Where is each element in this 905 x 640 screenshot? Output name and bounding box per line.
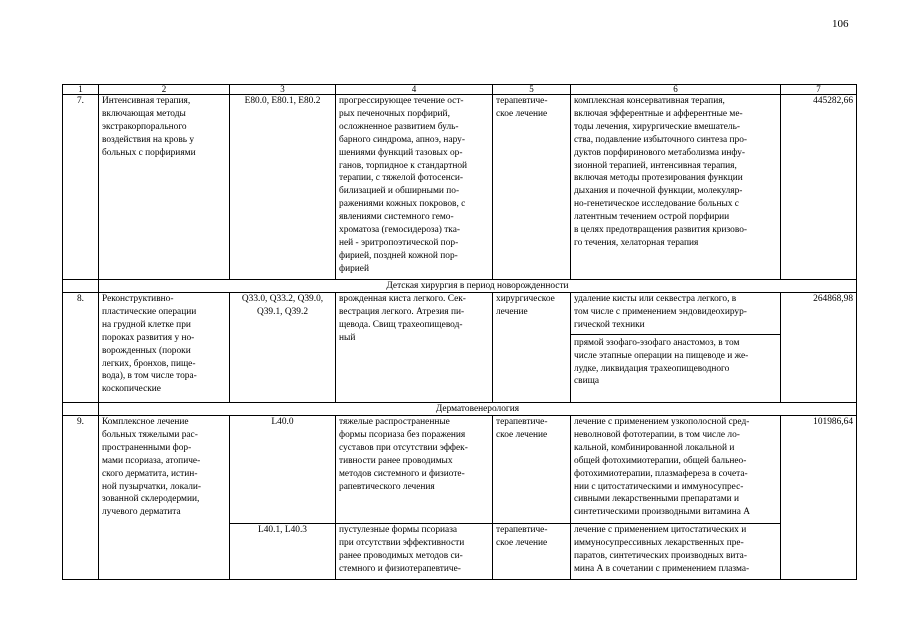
treatment-method: удаление кисты или секвестра легкого, в том числе с применением эндовидеохирур- гической техники [571, 293, 780, 335]
table-row [63, 293, 857, 403]
standard-cost: 101986,64 [781, 416, 857, 580]
care-type-name: Интенсивная терапия, включающая методы экстракорпорального воздействия на кровь у больных с порфириями [102, 96, 196, 158]
column-number: 1 [63, 85, 99, 95]
icd-codes: L40.1, L40.3 [258, 525, 307, 535]
treatment-type: хирургическое лечение [496, 294, 555, 317]
treatment-method: лечение с применением узкополосной сред- неволновой фототерапии, в том числе ло- кальной, комбинированной локальной и общей фотохимиотерапии, общей бальнео- фотохимиотерапии, плазмафереза в сочета- нии с цитостатическими и иммуносупрес- сивными лекарственными препаратами и синтетическими производными витамина А [574, 417, 751, 518]
medical-care-table [62, 84, 857, 580]
icd-codes: L40.0 [271, 417, 294, 427]
treatment-method: лечение с применением цитостатических и иммуносупрессивных лекарственных пре- паратов, синтетических производных вита- мина А в сочетании с применением плазма- [574, 525, 750, 574]
column-number: 4 [336, 85, 493, 95]
column-number: 7 [781, 85, 857, 95]
treatment-method: комплексная консервативная терапия, включая эфферентные и афферентные ме- тоды лечения, хирургические вмешатель- ства, подавление избыточного синтеза про- дуктов порфиринового метаболизма инфу- зионной терапией, интенсивная терапия, включая методы протезирования функции дыхания и почечной функции, молекуляр- но-генетическое исследование больных с латентным течением острой порфирии в целях предотвращения развития кризово- го течения, хелаторная терапия [574, 96, 748, 248]
treatment-type: терапевтиче- ское лечение [496, 525, 548, 548]
section-row [63, 280, 857, 293]
section-title: Детская хирургия в период новорожденности [99, 280, 857, 293]
patient-model: врожденная киста легкого. Сек- вестрация легкого. Атрезия пи- щевода. Свищ трахеопищевод- ный [339, 294, 466, 343]
icd-codes: Q33.0, Q33.2, Q39.0, Q39.1, Q39.2 [241, 294, 324, 317]
care-type-name: Реконструктивно- пластические операции на грудной клетке при пороках развития у но- ворожденных (пороки легких, бронхов, пище- вода), в том числе тора- коскопические [102, 294, 197, 395]
column-number: 5 [493, 85, 571, 95]
row-number: 9. [63, 416, 99, 580]
column-number: 2 [99, 85, 230, 95]
treatment-type: терапевтиче- ское лечение [496, 417, 548, 440]
patient-model: прогрессирующее течение ост- рых печеночных порфирий, осложненное развитием буль- барного синдрома, апноэ, нару- шениями функций тазовых ор- ганов, торпидное к стандартной терапии, с тяжелой фотосенси- билизацией и обширными по- ражениями кожных покровов, с явлениями системного гемо- хроматоза (гемосидероза) тка- ней - эритропоэтической пор- фирией, поздней кожной пор- фирией [339, 96, 468, 274]
patient-model: пустулезные формы псориаза при отсутствии эффективности ранее проводимых методов си- стемного и физиотерапевтиче- [339, 525, 465, 574]
section-title: Дерматовенерология [99, 403, 857, 416]
standard-cost: 445282,66 [781, 95, 857, 280]
standard-cost: 264868,98 [781, 293, 857, 403]
care-type-name: Комплексное лечение больных тяжелыми рас- пространенными фор- мами псориаза, атопиче- ского дерматита, истин- ной пузырчатки, локали- зованной склеродермии, лучевого дерматита [102, 417, 202, 518]
treatment-type: терапевтиче- ское лечение [496, 96, 548, 119]
page-number: 106 [832, 18, 849, 30]
row-number: 8. [63, 293, 99, 403]
icd-codes: E80.0, E80.1, E80.2 [244, 96, 321, 106]
column-number: 6 [571, 85, 781, 95]
table-row [63, 95, 857, 280]
patient-model: тяжелые распространенные формы псориаза без поражения суставов при отсутствии эффек- тивности ранее проводимых методов системного и физиоте- рапевтического лечения [339, 417, 468, 492]
column-number-row [63, 85, 857, 95]
column-number: 3 [230, 85, 336, 95]
row-number: 7. [63, 95, 99, 280]
section-row [63, 403, 857, 416]
table-row [63, 416, 857, 524]
treatment-method: прямой эзофаго-эзофаго анастомоз, в том числе этапные операции на пищеводе и же- лудке, ликвидация трахеопищеводного свища [574, 337, 749, 387]
